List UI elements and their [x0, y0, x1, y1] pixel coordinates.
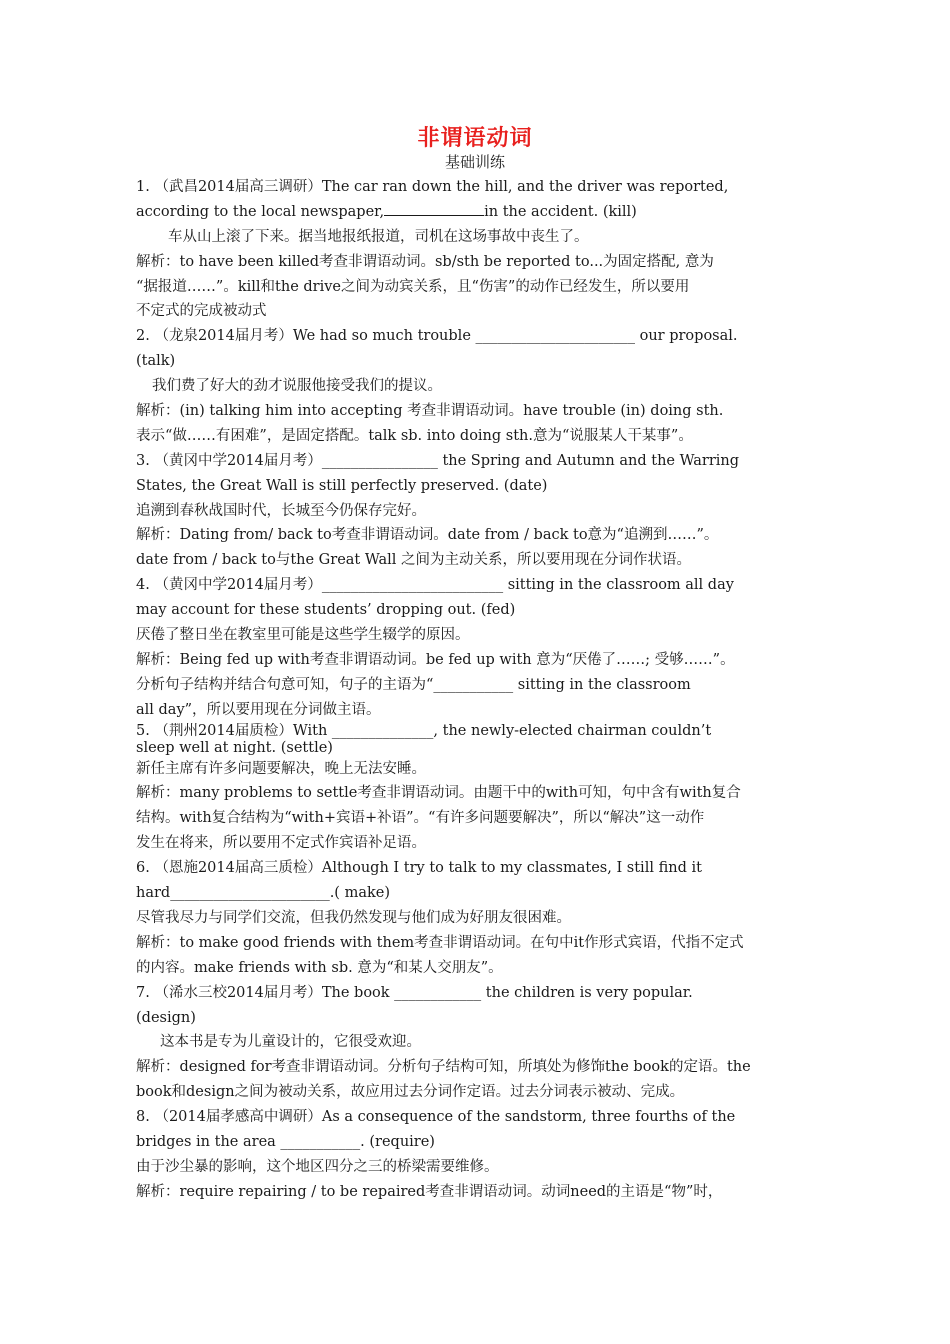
analysis-line: 不定式的完成被动式	[136, 303, 267, 320]
text-line: bridges in the area ___________. (require)	[136, 1133, 435, 1150]
analysis-line: 解析：Dating from/ back to考查非谓语动词。date from / back to意为“追溯到……”。	[136, 527, 719, 544]
text-line: 3. （黄冈中学2014届月考）________________ the Spring and Autumn and the Warring	[136, 452, 740, 469]
analysis-line: 解析：to make good friends with them考查非谓语动词。在句中it作形式宾语，代指不定式	[136, 934, 744, 951]
analysis-line: 结构。with复合结构为“with+宾语+补语”。“有许多问题要解决”，所以“解决”这一动作	[136, 810, 705, 827]
analysis-line: 分析句子结构并结合句意可知，句子的主语为“___________ sitting in the classroom	[136, 676, 691, 693]
translation-line: 新任主席有许多问题要解决，晚上无法安睡。	[136, 760, 426, 777]
page-title: 非谓语动词	[417, 126, 533, 151]
analysis-line: 的内容。make friends with sb. 意为“和某人交朋友”。	[136, 959, 503, 976]
analysis-line: 解析：(in) talking him into accepting 考查非谓语动词。have trouble (in) doing sth.	[136, 403, 724, 420]
translation-line: 车从山上滚了下来。据当地报纸报道，司机在这场事故中丧生了。	[168, 228, 589, 245]
text-line	[136, 200, 816, 225]
exercise-content	[136, 175, 816, 1205]
text-line: States, the Great Wall is still perfectly preserved. (date)	[136, 477, 548, 494]
text-line: (talk)	[136, 353, 176, 370]
translation-line: 厌倦了整日坐在教室里可能是这些学生辍学的原因。	[136, 627, 470, 644]
text-line: 7. （浠水三校2014届月考）The book ____________ the children is very popular.	[136, 984, 693, 1001]
answer-blank	[384, 201, 484, 216]
analysis-line: 解析：to have been killed考查非谓语动词。sb/sth be reported to...为固定搭配, 意为	[136, 253, 714, 270]
text-line: hard______________________.( make)	[136, 885, 390, 902]
text-line: 6. （恩施2014届高三质检）Although I try to talk to my classmates, I still find it	[136, 860, 702, 877]
analysis-line: “据报道……”。kill和the drive之间为动宾关系，且“伤害”的动作已经发生，所以要用	[136, 278, 690, 295]
text-line: may account for these students’ dropping out. (fed)	[136, 602, 516, 619]
text-line: 5. （荆州2014届质检）With ______________, the newly-elected chairman couldn’t	[136, 722, 712, 739]
analysis-line: 发生在将来，所以要用不定式作宾语补足语。	[136, 835, 426, 852]
translation-line: 由于沙尘暴的影响，这个地区四分之三的桥梁需要维修。	[136, 1158, 499, 1175]
analysis-line: all day”，所以要用现在分词做主语。	[136, 701, 381, 718]
analysis-line: 解析：Being fed up with考查非谓语动词。be fed up with 意为“厌倦了……; 受够……”。	[136, 651, 735, 668]
analysis-line: book和design之间为被动关系，故应用过去分词作定语。过去分词表示被动、完成。	[136, 1084, 685, 1101]
analysis-line: 解析：designed for考查非谓语动词。分析句子结构可知，所填处为修饰the book的定语。the	[136, 1059, 751, 1076]
text-line: 8. （2014届孝感高中调研）As a consequence of the sandstorm, three fourths of the	[136, 1109, 736, 1126]
text-line: (design)	[136, 1009, 196, 1026]
text-line: 4. （黄冈中学2014届月考）_________________________ sitting in the classroom all day	[136, 577, 734, 594]
text-line: sleep well at night. (settle)	[136, 739, 333, 756]
text-segment: in the accident. (kill)	[484, 203, 637, 220]
translation-line: 我们费了好大的劲才说服他接受我们的提议。	[152, 378, 442, 395]
translation-line: 追溯到春秋战国时代，长城至今仍保存完好。	[136, 502, 426, 519]
translation-line: 尽管我尽力与同学们交流，但我仍然发现与他们成为好朋友很困难。	[136, 909, 571, 926]
translation-line: 这本书是专为儿童设计的，它很受欢迎。	[160, 1034, 421, 1051]
analysis-line: date from / back to与the Great Wall 之间为主动关系，所以要用现在分词作状语。	[136, 552, 692, 569]
analysis-line: 表示“做……有困难”，是固定搭配。talk sb. into doing sth.意为“说服某人干某事”。	[136, 427, 693, 444]
text-line: 1. （武昌2014届高三调研）The car ran down the hill, and the driver was reported,	[136, 179, 729, 195]
text-segment: according to the local newspaper,	[136, 203, 385, 220]
analysis-line: 解析：many problems to settle考查非谓语动词。由题干中的with可知，句中含有with复合	[136, 785, 741, 802]
text-line: 2. （龙泉2014届月考）We had so much trouble ______________________ our proposal.	[136, 328, 738, 345]
analysis-line: 解析：require repairing / to be repaired考查非谓语动词。动词need的主语是“物”时，	[136, 1183, 723, 1200]
section-subtitle: 基础训练	[444, 153, 505, 171]
